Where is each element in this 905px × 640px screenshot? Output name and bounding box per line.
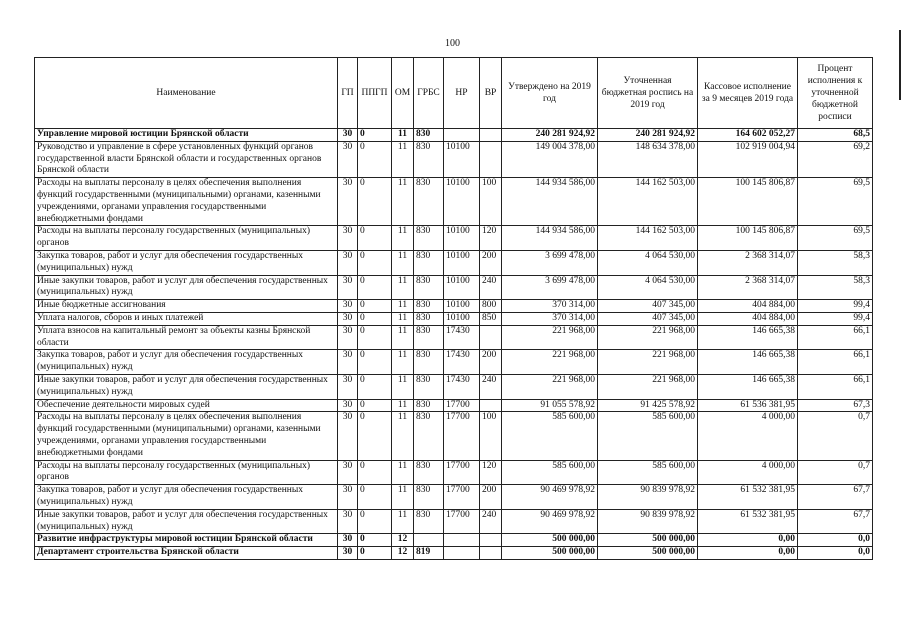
row-grbs: 830	[414, 178, 444, 226]
row-revised: 90 839 978,92	[598, 509, 698, 534]
page-number: 100	[445, 38, 460, 49]
row-percent: 0,7	[798, 412, 873, 460]
row-revised: 148 634 378,00	[598, 141, 698, 177]
row-cash: 61 532 381,95	[698, 509, 798, 534]
row-ppgp: 0	[358, 178, 392, 226]
table-row	[35, 129, 873, 142]
row-gp: 30	[338, 226, 358, 251]
row-np: 10100	[444, 178, 480, 226]
row-cash: 164 602 052,27	[698, 129, 798, 142]
row-grbs: 830	[414, 399, 444, 412]
row-percent: 0,0	[798, 547, 873, 560]
row-percent: 66,1	[798, 350, 873, 375]
row-revised: 500 000,00	[598, 534, 698, 547]
row-vr: 240	[480, 275, 502, 300]
row-ppgp: 0	[358, 300, 392, 313]
row-revised: 221 968,00	[598, 374, 698, 399]
row-grbs: 830	[414, 460, 444, 485]
row-np: 10100	[444, 141, 480, 177]
row-cash: 4 000,00	[698, 460, 798, 485]
row-percent: 67,3	[798, 399, 873, 412]
table-row	[35, 485, 873, 510]
row-vr: 100	[480, 178, 502, 226]
row-name: Руководство и управление в сфере установленных функций органов государственной власти Брянской области и государственных органов Брянской области	[35, 141, 338, 177]
row-np	[444, 534, 480, 547]
header-grbs: ГРБС	[414, 58, 444, 129]
row-percent: 58,3	[798, 250, 873, 275]
row-vr	[480, 129, 502, 142]
budget-execution-table	[34, 57, 873, 560]
row-vr: 240	[480, 509, 502, 534]
row-grbs: 830	[414, 374, 444, 399]
row-percent: 99,4	[798, 300, 873, 313]
row-gp: 30	[338, 485, 358, 510]
row-om: 11	[392, 509, 414, 534]
row-name: Расходы на выплаты персоналу в целях обеспечения выполнения функций государственными (муниципальными) органами, казенными учреждениями, органами управления государственными внебюджетными фондами	[35, 178, 338, 226]
row-vr	[480, 547, 502, 560]
row-np: 10100	[444, 226, 480, 251]
row-approved: 500 000,00	[502, 534, 598, 547]
row-approved: 91 055 578,92	[502, 399, 598, 412]
row-om: 11	[392, 250, 414, 275]
row-grbs: 830	[414, 312, 444, 325]
row-revised: 407 345,00	[598, 300, 698, 313]
row-name: Уплата налогов, сборов и иных платежей	[35, 312, 338, 325]
row-cash: 61 536 381,95	[698, 399, 798, 412]
row-percent: 99,4	[798, 312, 873, 325]
row-vr: 850	[480, 312, 502, 325]
row-grbs: 830	[414, 325, 444, 350]
row-gp: 30	[338, 547, 358, 560]
row-cash: 4 000,00	[698, 412, 798, 460]
row-name: Иные закупки товаров, работ и услуг для обеспечения государственных (муниципальных) нужд	[35, 374, 338, 399]
row-cash: 61 532 381,95	[698, 485, 798, 510]
row-revised: 91 425 578,92	[598, 399, 698, 412]
row-revised: 585 600,00	[598, 460, 698, 485]
row-vr: 120	[480, 460, 502, 485]
row-gp: 30	[338, 350, 358, 375]
table-row	[35, 250, 873, 275]
row-revised: 221 968,00	[598, 325, 698, 350]
row-ppgp: 0	[358, 399, 392, 412]
table-row	[35, 178, 873, 226]
row-approved: 221 968,00	[502, 350, 598, 375]
row-gp: 30	[338, 141, 358, 177]
row-percent: 0,0	[798, 534, 873, 547]
row-gp: 30	[338, 399, 358, 412]
row-np: 10100	[444, 250, 480, 275]
row-cash: 146 665,38	[698, 374, 798, 399]
row-vr: 800	[480, 300, 502, 313]
row-np	[444, 547, 480, 560]
row-om: 12	[392, 534, 414, 547]
row-grbs: 830	[414, 509, 444, 534]
row-vr	[480, 534, 502, 547]
row-percent: 69,2	[798, 141, 873, 177]
row-approved: 144 934 586,00	[502, 178, 598, 226]
row-om: 11	[392, 312, 414, 325]
table-row	[35, 350, 873, 375]
row-om: 11	[392, 275, 414, 300]
row-gp: 30	[338, 300, 358, 313]
row-gp: 30	[338, 312, 358, 325]
row-approved: 144 934 586,00	[502, 226, 598, 251]
row-om: 11	[392, 178, 414, 226]
row-gp: 30	[338, 412, 358, 460]
row-percent: 66,1	[798, 374, 873, 399]
row-gp: 30	[338, 534, 358, 547]
table-row	[35, 509, 873, 534]
row-name: Закупка товаров, работ и услуг для обеспечения государственных (муниципальных) нужд	[35, 250, 338, 275]
row-grbs: 830	[414, 300, 444, 313]
row-grbs: 830	[414, 350, 444, 375]
row-grbs: 830	[414, 412, 444, 460]
row-approved: 370 314,00	[502, 312, 598, 325]
row-grbs: 830	[414, 250, 444, 275]
row-np: 17700	[444, 509, 480, 534]
table-row	[35, 460, 873, 485]
row-ppgp: 0	[358, 460, 392, 485]
row-cash: 146 665,38	[698, 325, 798, 350]
row-np: 17700	[444, 485, 480, 510]
row-np: 10100	[444, 275, 480, 300]
row-grbs: 830	[414, 129, 444, 142]
header-np: НР	[444, 58, 480, 129]
row-grbs: 819	[414, 547, 444, 560]
row-approved: 3 699 478,00	[502, 275, 598, 300]
row-om: 11	[392, 350, 414, 375]
row-grbs: 830	[414, 141, 444, 177]
row-vr: 240	[480, 374, 502, 399]
row-om: 11	[392, 374, 414, 399]
header-om: ОМ	[392, 58, 414, 129]
row-om: 11	[392, 485, 414, 510]
table-row	[35, 412, 873, 460]
row-name: Расходы на выплаты персоналу в целях обеспечения выполнения функций государственными (муниципальными) органами, казенными учреждениями, органами управления государственными внебюджетными фондами	[35, 412, 338, 460]
row-np: 17430	[444, 325, 480, 350]
row-np: 17430	[444, 350, 480, 375]
row-cash: 102 919 004,94	[698, 141, 798, 177]
row-np: 17700	[444, 412, 480, 460]
row-ppgp: 0	[358, 412, 392, 460]
row-name: Иные закупки товаров, работ и услуг для обеспечения государственных (муниципальных) нужд	[35, 275, 338, 300]
row-percent: 67,7	[798, 485, 873, 510]
row-vr	[480, 399, 502, 412]
table-header-row	[35, 58, 873, 129]
row-np: 10100	[444, 300, 480, 313]
row-cash: 100 145 806,87	[698, 226, 798, 251]
row-vr: 120	[480, 226, 502, 251]
row-approved: 370 314,00	[502, 300, 598, 313]
row-vr: 200	[480, 485, 502, 510]
header-percent: Процент исполнения к уточненной бюджетной росписи	[798, 58, 873, 129]
row-grbs: 830	[414, 485, 444, 510]
row-om: 11	[392, 141, 414, 177]
row-gp: 30	[338, 129, 358, 142]
row-grbs	[414, 534, 444, 547]
table-row	[35, 226, 873, 251]
row-approved: 585 600,00	[502, 412, 598, 460]
table-row	[35, 141, 873, 177]
row-percent: 68,5	[798, 129, 873, 142]
row-approved: 149 004 378,00	[502, 141, 598, 177]
row-revised: 144 162 503,00	[598, 226, 698, 251]
table-row	[35, 312, 873, 325]
header-revised: Уточненная бюджетная роспись на 2019 год	[598, 58, 698, 129]
page-edge-mark	[899, 30, 901, 100]
table-row	[35, 374, 873, 399]
row-percent: 69,5	[798, 178, 873, 226]
row-np: 17700	[444, 460, 480, 485]
row-om: 12	[392, 547, 414, 560]
row-om: 11	[392, 399, 414, 412]
row-revised: 144 162 503,00	[598, 178, 698, 226]
row-grbs: 830	[414, 226, 444, 251]
row-revised: 4 064 530,00	[598, 275, 698, 300]
row-name: Управление мировой юстиции Брянской области	[35, 129, 338, 142]
table-row	[35, 547, 873, 560]
row-revised: 4 064 530,00	[598, 250, 698, 275]
row-cash: 404 884,00	[698, 300, 798, 313]
row-vr: 100	[480, 412, 502, 460]
row-revised: 500 000,00	[598, 547, 698, 560]
row-gp: 30	[338, 509, 358, 534]
row-ppgp: 0	[358, 275, 392, 300]
row-ppgp: 0	[358, 226, 392, 251]
table-row	[35, 300, 873, 313]
row-percent: 0,7	[798, 460, 873, 485]
row-vr	[480, 141, 502, 177]
row-approved: 500 000,00	[502, 547, 598, 560]
header-approved: Утверждено на 2019 год	[502, 58, 598, 129]
row-approved: 90 469 978,92	[502, 485, 598, 510]
row-gp: 30	[338, 250, 358, 275]
row-name: Закупка товаров, работ и услуг для обеспечения государственных (муниципальных) нужд	[35, 350, 338, 375]
row-ppgp: 0	[358, 374, 392, 399]
table-row	[35, 534, 873, 547]
row-np: 17700	[444, 399, 480, 412]
row-cash: 404 884,00	[698, 312, 798, 325]
row-percent: 67,7	[798, 509, 873, 534]
row-name: Развитие инфраструктуры мировой юстиции Брянской области	[35, 534, 338, 547]
row-name: Уплата взносов на капитальный ремонт за объекты казны Брянской области	[35, 325, 338, 350]
row-revised: 240 281 924,92	[598, 129, 698, 142]
row-grbs: 830	[414, 275, 444, 300]
row-revised: 221 968,00	[598, 350, 698, 375]
row-ppgp: 0	[358, 141, 392, 177]
row-om: 11	[392, 325, 414, 350]
row-cash: 2 368 314,07	[698, 275, 798, 300]
row-gp: 30	[338, 275, 358, 300]
row-gp: 30	[338, 374, 358, 399]
row-ppgp: 0	[358, 129, 392, 142]
row-ppgp: 0	[358, 312, 392, 325]
row-approved: 221 968,00	[502, 374, 598, 399]
row-gp: 30	[338, 178, 358, 226]
row-cash: 146 665,38	[698, 350, 798, 375]
row-approved: 90 469 978,92	[502, 509, 598, 534]
row-ppgp: 0	[358, 534, 392, 547]
row-percent: 66,1	[798, 325, 873, 350]
header-ppgp: ППГП	[358, 58, 392, 129]
row-vr	[480, 325, 502, 350]
row-name: Иные закупки товаров, работ и услуг для обеспечения государственных (муниципальных) нужд	[35, 509, 338, 534]
header-name: Наименование	[35, 58, 338, 129]
row-np: 10100	[444, 312, 480, 325]
table-row	[35, 275, 873, 300]
row-ppgp: 0	[358, 350, 392, 375]
row-ppgp: 0	[358, 250, 392, 275]
row-vr: 200	[480, 250, 502, 275]
row-cash: 0,00	[698, 534, 798, 547]
row-np: 17430	[444, 374, 480, 399]
row-ppgp: 0	[358, 485, 392, 510]
row-approved: 3 699 478,00	[502, 250, 598, 275]
row-np	[444, 129, 480, 142]
row-cash: 2 368 314,07	[698, 250, 798, 275]
table-row	[35, 399, 873, 412]
header-vr: ВР	[480, 58, 502, 129]
table-body	[35, 129, 873, 560]
row-approved: 221 968,00	[502, 325, 598, 350]
row-ppgp: 0	[358, 509, 392, 534]
row-revised: 585 600,00	[598, 412, 698, 460]
row-name: Закупка товаров, работ и услуг для обеспечения государственных (муниципальных) нужд	[35, 485, 338, 510]
row-approved: 240 281 924,92	[502, 129, 598, 142]
row-ppgp: 0	[358, 547, 392, 560]
row-name: Расходы на выплаты персоналу государственных (муниципальных) органов	[35, 226, 338, 251]
row-percent: 58,3	[798, 275, 873, 300]
header-cash: Кассовое исполнение за 9 месяцев 2019 года	[698, 58, 798, 129]
row-percent: 69,5	[798, 226, 873, 251]
row-cash: 0,00	[698, 547, 798, 560]
row-om: 11	[392, 129, 414, 142]
row-revised: 407 345,00	[598, 312, 698, 325]
row-gp: 30	[338, 460, 358, 485]
row-gp: 30	[338, 325, 358, 350]
row-revised: 90 839 978,92	[598, 485, 698, 510]
row-om: 11	[392, 300, 414, 313]
row-om: 11	[392, 226, 414, 251]
row-om: 11	[392, 460, 414, 485]
row-ppgp: 0	[358, 325, 392, 350]
row-vr: 200	[480, 350, 502, 375]
row-name: Расходы на выплаты персоналу государственных (муниципальных) органов	[35, 460, 338, 485]
row-name: Департамент строительства Брянской области	[35, 547, 338, 560]
header-gp: ГП	[338, 58, 358, 129]
table-row	[35, 325, 873, 350]
row-name: Обеспечение деятельности мировых судей	[35, 399, 338, 412]
row-cash: 100 145 806,87	[698, 178, 798, 226]
row-om: 11	[392, 412, 414, 460]
row-name: Иные бюджетные ассигнования	[35, 300, 338, 313]
row-approved: 585 600,00	[502, 460, 598, 485]
